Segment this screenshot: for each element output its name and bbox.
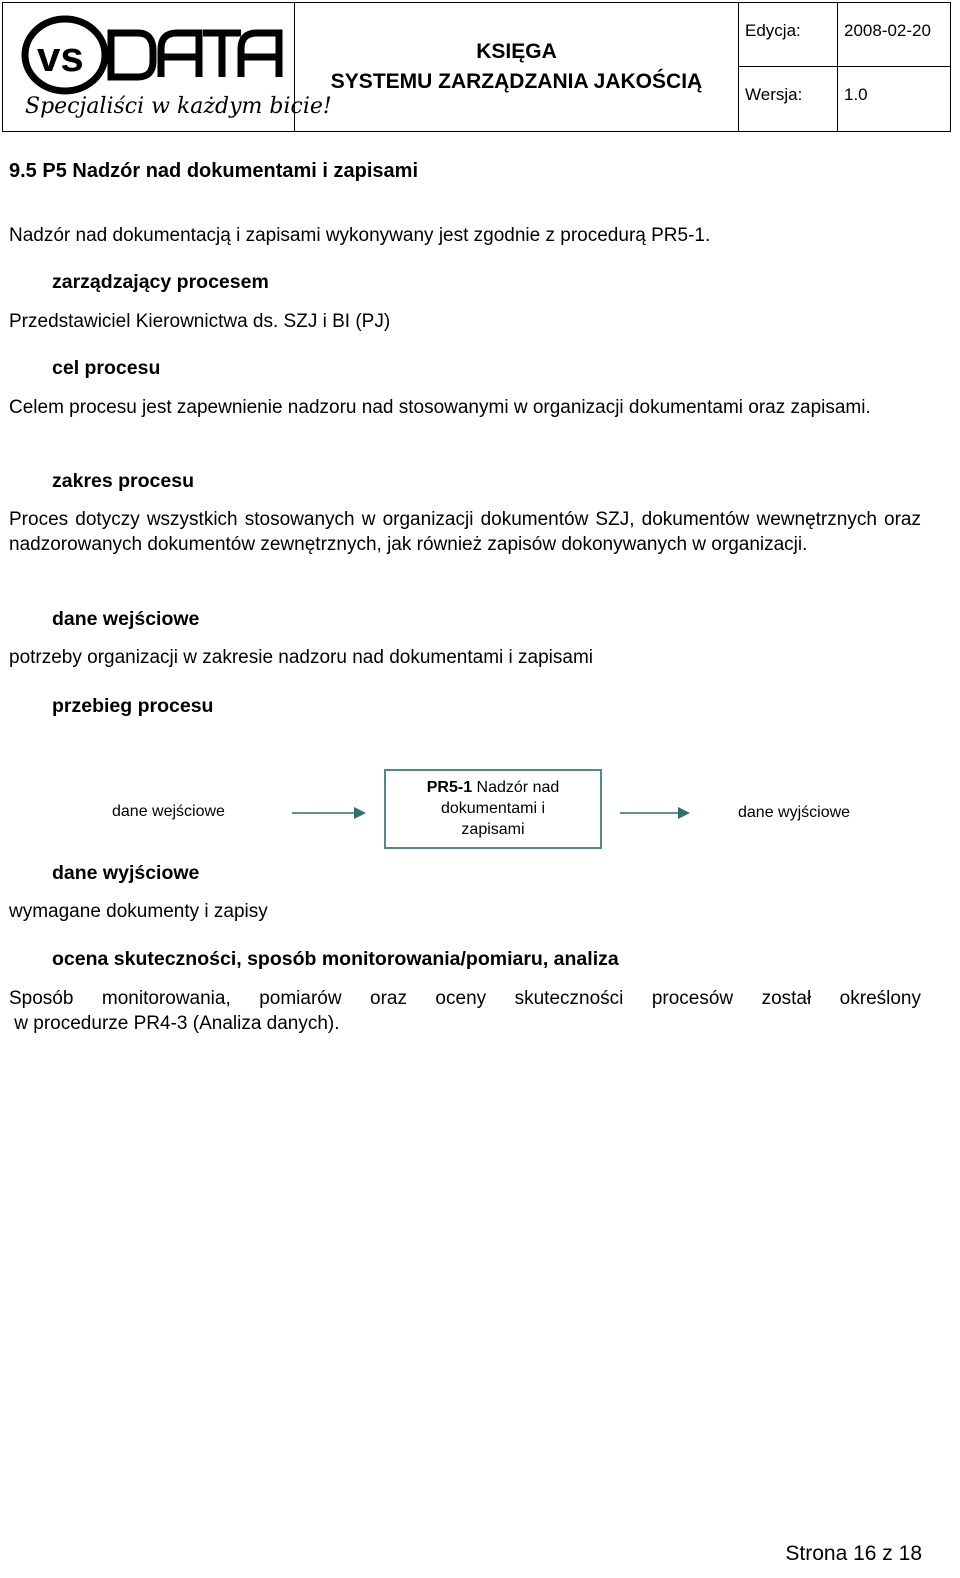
version-value: 1.0 <box>844 85 868 104</box>
owner-heading: zarządzający procesem <box>52 271 269 293</box>
process-code: PR5-1 <box>426 779 473 796</box>
edition-value: 2008-02-20 <box>844 21 931 40</box>
company-logo <box>3 3 332 131</box>
output-text: wymagane dokumenty i zapisy <box>9 901 268 922</box>
title-line-1: KSIĘGA <box>476 40 557 63</box>
version-row <box>739 67 950 131</box>
scope-text: Proces dotyczy wszystkich stosowanych w organizacji dokumentów SZJ, dokumentów wewnętrznych oraz nadzorowanych dokumentów zewnętrznych, jak również zapisów dokonywanych w organizacji. <box>9 509 921 555</box>
process-name-line-2: dokumentami i <box>440 800 546 817</box>
evaluation-heading: ocena skuteczności, sposób monitorowania/pomiaru, analiza <box>52 948 619 970</box>
goal-text: Celem procesu jest zapewnienie nadzoru nad stosowanymi w organizacji dokumentami oraz zapisami. <box>9 397 871 418</box>
section-heading: 9.5 P5 Nadzór nad dokumentami i zapisami <box>9 160 419 182</box>
scope-heading: zakres procesu <box>52 470 194 492</box>
version-label: Wersja: <box>739 67 838 131</box>
intro-paragraph: Nadzór nad dokumentacją i zapisami wykonywany jest zgodnie z procedurą PR5-1. <box>9 225 711 246</box>
flow-heading: przebieg procesu <box>52 695 214 717</box>
diagram-output-label: dane wyjściowe <box>738 804 851 821</box>
output-arrow <box>618 803 694 823</box>
goal-heading: cel procesu <box>52 357 161 379</box>
logo-slogan: Specjaliści w każdym bicie! <box>25 94 332 119</box>
process-box <box>384 769 602 849</box>
svg-text:vs: vs <box>37 33 84 80</box>
input-text: potrzeby organizacji w zakresie nadzoru nad dokumentami i zapisami <box>9 647 594 668</box>
evaluation-text-line-1: Sposób monitorowania, pomiarów oraz oceny skuteczności procesów został określony <box>9 988 921 1009</box>
edition-label: Edycja: <box>739 3 838 66</box>
process-name-line-1: Nadzór nad <box>472 779 560 796</box>
owner-text: Przedstawiciel Kierownictwa ds. SZJ i BI (PJ) <box>9 311 391 332</box>
output-heading: dane wyjściowe <box>52 862 200 884</box>
edition-row <box>739 3 950 67</box>
process-name-line-3: zapisami <box>461 821 525 838</box>
page-number: Strona 16 z 18 <box>785 1542 922 1565</box>
document-title <box>295 3 739 131</box>
vsdata-logo-graphic <box>3 3 332 131</box>
title-line-2: SYSTEMU ZARZĄDZANIA JAKOŚCIĄ <box>330 70 703 93</box>
document-header <box>2 2 951 132</box>
input-heading: dane wejściowe <box>52 608 200 630</box>
diagram-input-label: dane wejściowe <box>112 803 225 820</box>
evaluation-text-line-2: w procedurze PR4-3 (Analiza danych). <box>9 1013 340 1034</box>
input-arrow <box>290 803 370 823</box>
